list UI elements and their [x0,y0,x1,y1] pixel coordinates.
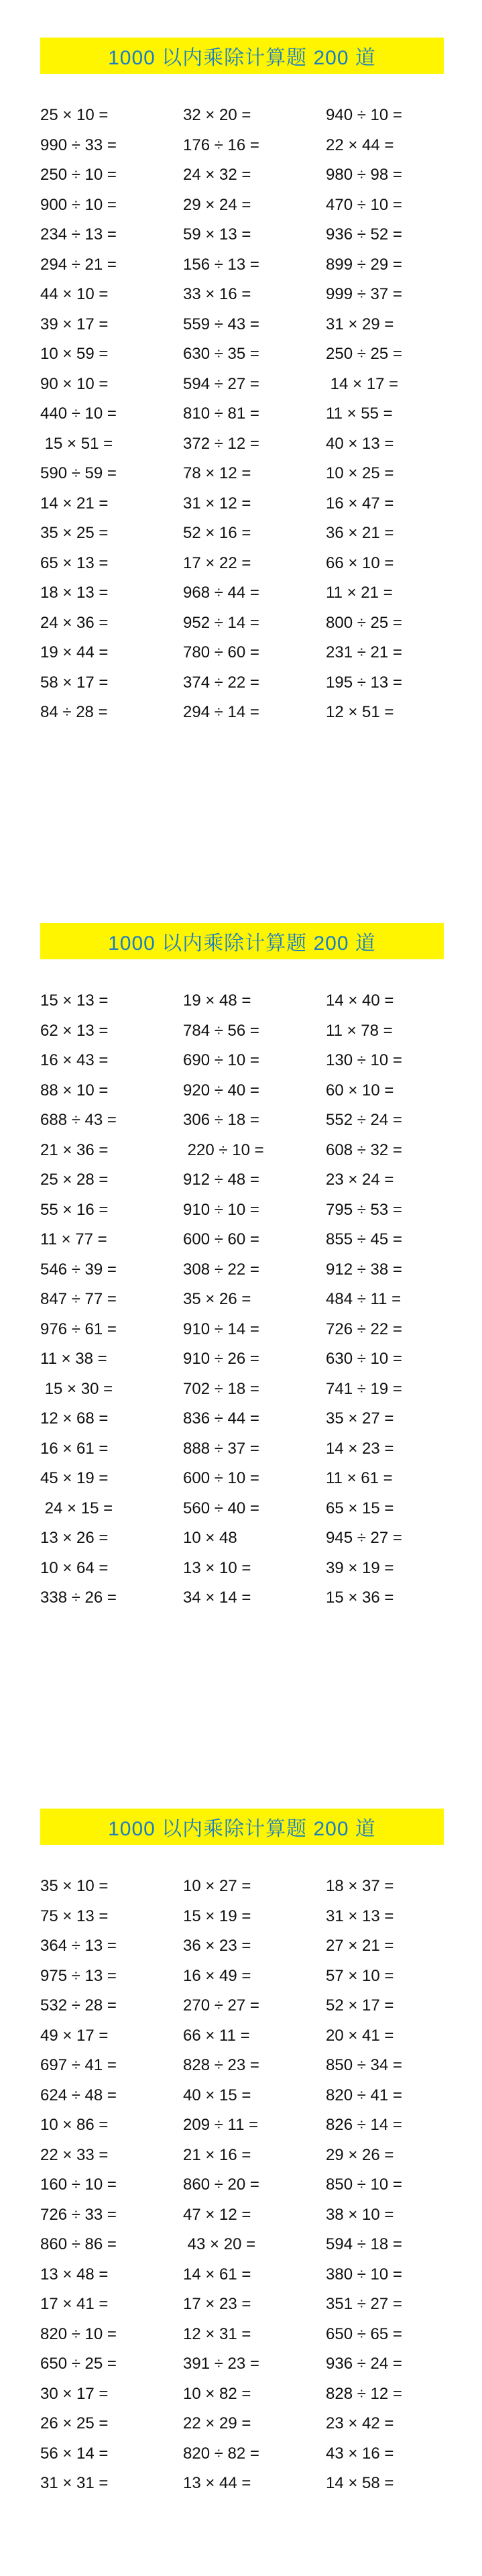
math-problem: 976 ÷ 61 = [40,1320,117,1338]
math-problem: 532 ÷ 28 = [40,1996,117,2015]
math-problem: 75 × 13 = [40,1907,109,1925]
math-problem: 25 × 28 = [40,1171,109,1189]
math-problem: 66 × 11 = [183,2026,250,2045]
math-problem: 936 ÷ 52 = [326,225,402,244]
worksheet-title: 1000 以内乘除计算题 200 道 [40,38,444,74]
math-problem: 910 ÷ 26 = [183,1350,259,1368]
math-problem: 88 × 10 = [40,1081,109,1099]
math-problem: 630 ÷ 10 = [326,1350,402,1368]
math-problem: 10 × 27 = [183,1877,251,1895]
math-problem: 35 × 25 = [40,524,109,542]
math-problem: 31 × 31 = [40,2474,109,2492]
math-problem: 13 × 26 = [40,1529,109,1547]
math-problem: 160 ÷ 10 = [40,2176,117,2194]
math-problem: 36 × 21 = [326,524,394,542]
math-problem: 860 ÷ 86 = [40,2235,117,2253]
math-problem: 38 × 10 = [326,2205,394,2224]
math-problem: 62 × 13 = [40,1021,109,1040]
math-problem: 29 × 24 = [183,195,251,214]
math-problem: 19 × 44 = [40,643,109,661]
math-problem: 30 × 17 = [40,2384,109,2403]
math-problem: 34 × 14 = [183,1589,251,1607]
math-problem: 26 × 25 = [40,2414,109,2432]
math-problem: 58 × 17 = [40,673,109,692]
math-problem: 35 × 10 = [40,1877,109,1895]
math-problem: 90 × 10 = [40,374,109,393]
math-problem: 25 × 10 = [40,106,109,124]
math-problem: 338 ÷ 26 = [40,1589,117,1607]
math-problem: 59 × 13 = [183,225,251,244]
math-problem: 810 ÷ 81 = [183,405,259,423]
math-problem: 24 × 15 = [40,1499,113,1517]
math-problem: 65 × 15 = [326,1499,394,1517]
math-problem: 910 ÷ 10 = [183,1200,259,1219]
math-problem: 22 × 44 = [326,136,394,154]
math-problem: 15 × 51 = [40,434,113,453]
math-problem: 306 ÷ 18 = [183,1111,259,1129]
math-problem: 11 × 78 = [326,1021,393,1040]
math-problem: 10 × 48 [183,1529,237,1547]
math-problem: 624 ÷ 48 = [40,2086,117,2104]
math-problem: 45 × 19 = [40,1469,109,1487]
math-problem: 250 ÷ 10 = [40,166,117,184]
math-problem: 24 × 36 = [40,613,109,632]
math-problem: 12 × 31 = [183,2324,251,2343]
math-problem: 250 ÷ 25 = [326,345,402,363]
worksheet-3 [0,1771,482,2509]
math-problem: 780 ÷ 60 = [183,643,259,661]
math-problem: 13 × 48 = [40,2265,109,2284]
math-problem: 470 ÷ 10 = [326,195,402,214]
problem-grid [40,986,444,1613]
math-problem: 11 × 77 = [40,1230,107,1248]
math-problem: 391 ÷ 23 = [183,2355,259,2373]
math-problem: 11 × 38 = [40,1350,107,1368]
math-problem: 975 ÷ 13 = [40,1966,117,1985]
math-problem: 560 ÷ 40 = [183,1499,259,1517]
math-problem: 912 ÷ 48 = [183,1171,259,1189]
math-problem: 847 ÷ 77 = [40,1290,117,1308]
problem-grid [40,1872,444,2499]
math-problem: 702 ÷ 18 = [183,1379,259,1398]
math-problem: 600 ÷ 10 = [183,1469,259,1487]
math-problem: 980 ÷ 98 = [326,166,402,184]
math-problem: 826 ÷ 14 = [326,2116,402,2134]
math-problem: 195 ÷ 13 = [326,673,402,692]
math-problem: 741 ÷ 19 = [326,1379,402,1398]
math-problem: 690 ÷ 10 = [183,1051,259,1069]
math-problem: 65 × 13 = [40,553,109,572]
math-problem: 820 ÷ 41 = [326,2086,402,2104]
math-problem: 40 × 13 = [326,434,394,453]
math-problem: 952 ÷ 14 = [183,613,259,632]
math-problem: 220 ÷ 10 = [183,1140,264,1159]
math-problem: 820 ÷ 82 = [183,2444,259,2463]
math-problem: 176 ÷ 16 = [183,136,259,154]
math-problem: 66 × 10 = [326,553,394,572]
math-problem: 22 × 29 = [183,2414,251,2432]
math-problem: 440 ÷ 10 = [40,405,117,423]
worksheet-title: 1000 以内乘除计算题 200 道 [40,1809,444,1845]
math-problem: 44 × 10 = [40,285,109,303]
math-problem: 945 ÷ 27 = [326,1529,402,1547]
math-problem: 14 × 23 = [326,1439,394,1458]
math-problem: 11 × 21 = [326,584,393,602]
math-problem: 31 × 12 = [183,494,251,513]
math-problem: 850 ÷ 34 = [326,2056,402,2074]
math-problem: 16 × 43 = [40,1051,109,1069]
math-problem: 36 × 23 = [183,1937,251,1955]
math-problem: 294 ÷ 21 = [40,255,117,274]
math-problem: 21 × 36 = [40,1140,109,1159]
math-problem: 855 ÷ 45 = [326,1230,402,1248]
math-problem: 594 ÷ 18 = [326,2235,402,2253]
worksheet-2 [0,885,482,1623]
math-problem: 130 ÷ 10 = [326,1051,402,1069]
math-problem: 784 ÷ 56 = [183,1021,259,1040]
math-problem: 16 × 49 = [183,1966,251,1985]
math-problem: 31 × 29 = [326,315,394,333]
math-problem: 156 ÷ 13 = [183,255,259,274]
math-problem: 899 ÷ 29 = [326,255,402,274]
math-problem: 20 × 41 = [326,2026,394,2045]
worksheet-title: 1000 以内乘除计算题 200 道 [40,923,444,959]
math-problem: 27 × 21 = [326,1937,394,1955]
math-problem: 17 × 23 = [183,2295,251,2313]
math-problem: 850 ÷ 10 = [326,2176,402,2194]
math-problem: 78 × 12 = [183,464,251,482]
math-problem: 828 ÷ 12 = [326,2384,402,2403]
math-problem: 15 × 36 = [326,1589,394,1607]
math-problem: 697 ÷ 41 = [40,2056,117,2074]
math-problem: 19 × 48 = [183,991,251,1010]
math-problem: 308 ÷ 22 = [183,1260,259,1279]
math-problem: 920 ÷ 40 = [183,1081,259,1099]
math-problem: 23 × 24 = [326,1171,394,1189]
math-problem: 17 × 22 = [183,553,251,572]
math-problem: 12 × 51 = [326,703,394,721]
math-problem: 22 × 33 = [40,2145,109,2164]
math-problem: 650 ÷ 25 = [40,2355,117,2373]
math-problem: 49 × 17 = [40,2026,109,2045]
math-problem: 15 × 13 = [40,991,109,1010]
math-problem: 10 × 25 = [326,464,394,482]
math-problem: 13 × 44 = [183,2474,251,2492]
problem-grid [40,101,444,728]
math-problem: 900 ÷ 10 = [40,195,117,214]
math-problem: 828 ÷ 23 = [183,2056,259,2074]
math-problem: 936 ÷ 24 = [326,2355,402,2373]
math-problem: 14 × 61 = [183,2265,251,2284]
math-problem: 14 × 40 = [326,991,394,1010]
math-problem: 594 ÷ 27 = [183,374,259,393]
math-problem: 35 × 27 = [326,1409,394,1428]
math-problem: 13 × 10 = [183,1558,251,1577]
math-problem: 10 × 86 = [40,2116,109,2134]
math-problem: 11 × 61 = [326,1469,393,1487]
math-problem: 484 ÷ 11 = [326,1290,402,1308]
math-problem: 351 ÷ 27 = [326,2295,402,2313]
math-problem: 380 ÷ 10 = [326,2265,402,2284]
math-problem: 912 ÷ 38 = [326,1260,402,1279]
math-problem: 39 × 19 = [326,1558,394,1577]
math-problem: 726 ÷ 22 = [326,1320,402,1338]
math-problem: 374 ÷ 22 = [183,673,259,692]
math-problem: 57 × 10 = [326,1966,394,1985]
math-problem: 795 ÷ 53 = [326,1200,402,1219]
math-problem: 56 × 14 = [40,2444,109,2463]
math-problem: 968 ÷ 44 = [183,584,259,602]
math-problem: 608 ÷ 32 = [326,1140,402,1159]
math-problem: 559 ÷ 43 = [183,315,259,333]
math-problem: 546 ÷ 39 = [40,1260,117,1279]
math-problem: 650 ÷ 65 = [326,2324,402,2343]
math-problem: 600 ÷ 60 = [183,1230,259,1248]
math-problem: 18 × 37 = [326,1877,394,1895]
math-problem: 52 × 16 = [183,524,251,542]
worksheet-1 [0,0,482,738]
math-problem: 364 ÷ 13 = [40,1937,117,1955]
math-problem: 18 × 13 = [40,584,109,602]
math-problem: 910 ÷ 14 = [183,1320,259,1338]
math-problem: 24 × 32 = [183,166,251,184]
math-problem: 10 × 59 = [40,345,109,363]
math-problem: 270 ÷ 27 = [183,1996,259,2015]
math-problem: 39 × 17 = [40,315,109,333]
math-problem: 12 × 68 = [40,1409,109,1428]
math-problem: 209 ÷ 11 = [183,2116,259,2134]
math-problem: 84 ÷ 28 = [40,703,108,721]
math-problem: 11 × 55 = [326,405,393,423]
math-problem: 990 ÷ 33 = [40,136,117,154]
math-problem: 15 × 30 = [40,1379,113,1398]
math-problem: 14 × 58 = [326,2474,394,2492]
math-problem: 688 ÷ 43 = [40,1111,117,1129]
math-problem: 888 ÷ 37 = [183,1439,259,1458]
math-problem: 60 × 10 = [326,1081,394,1099]
math-problem: 55 × 16 = [40,1200,109,1219]
math-problem: 231 ÷ 21 = [326,643,402,661]
math-problem: 234 ÷ 13 = [40,225,117,244]
math-problem: 800 ÷ 25 = [326,613,402,632]
math-problem: 16 × 61 = [40,1439,109,1458]
math-problem: 47 × 12 = [183,2205,251,2224]
math-problem: 15 × 19 = [183,1907,251,1925]
math-problem: 29 × 26 = [326,2145,394,2164]
math-problem: 23 × 42 = [326,2414,394,2432]
math-problem: 40 × 15 = [183,2086,251,2104]
math-problem: 43 × 20 = [183,2235,256,2253]
math-problem: 630 ÷ 35 = [183,345,259,363]
math-problem: 10 × 82 = [183,2384,251,2403]
math-problem: 14 × 21 = [40,494,109,513]
math-problem: 999 ÷ 37 = [326,285,402,303]
math-problem: 52 × 17 = [326,1996,394,2015]
math-problem: 17 × 41 = [40,2295,109,2313]
math-problem: 836 ÷ 44 = [183,1409,259,1428]
math-problem: 21 × 16 = [183,2145,251,2164]
math-problem: 294 ÷ 14 = [183,703,259,721]
math-problem: 31 × 13 = [326,1907,394,1925]
math-problem: 10 × 64 = [40,1558,109,1577]
math-problem: 590 ÷ 59 = [40,464,117,482]
math-problem: 35 × 26 = [183,1290,251,1308]
math-problem: 372 ÷ 12 = [183,434,259,453]
math-problem: 33 × 16 = [183,285,251,303]
math-problem: 32 × 20 = [183,106,251,124]
math-problem: 726 ÷ 33 = [40,2205,117,2224]
math-problem: 552 ÷ 24 = [326,1111,402,1129]
math-problem: 940 ÷ 10 = [326,106,402,124]
math-problem: 860 ÷ 20 = [183,2176,259,2194]
math-problem: 16 × 47 = [326,494,394,513]
math-problem: 43 × 16 = [326,2444,394,2463]
math-problem: 820 ÷ 10 = [40,2324,117,2343]
math-problem: 14 × 17 = [326,374,399,393]
